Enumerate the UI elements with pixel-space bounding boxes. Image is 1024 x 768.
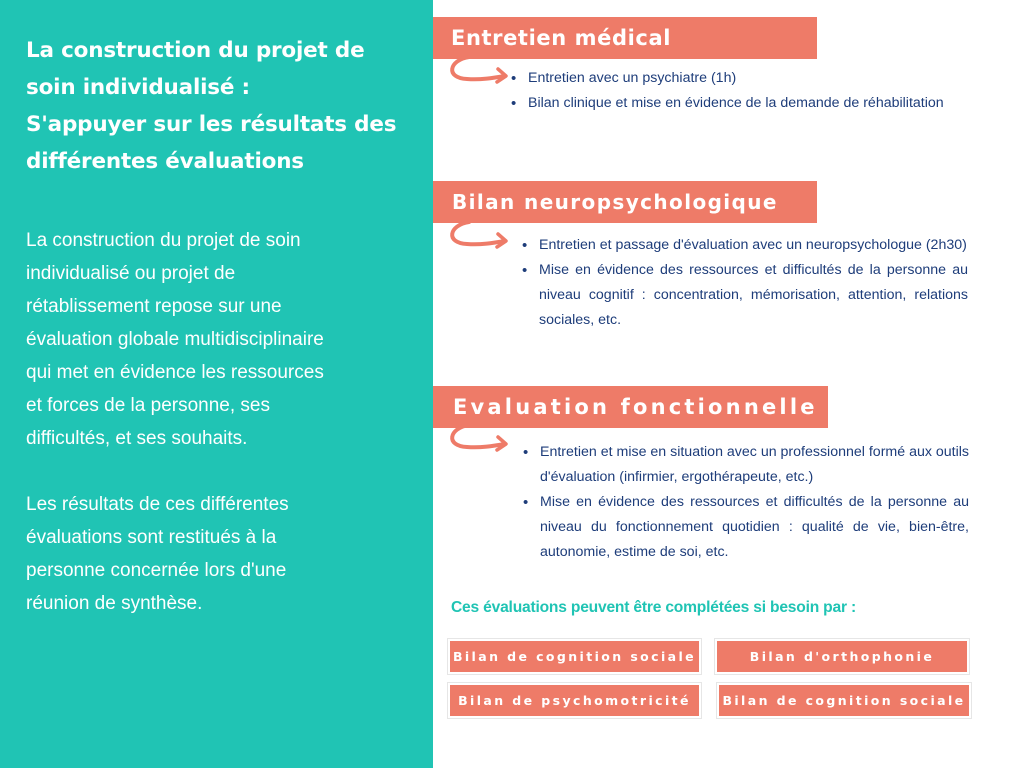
paragraph-line: évaluations sont restitués à la: [26, 527, 277, 548]
page-title: [26, 32, 426, 180]
paragraph-line: rétablissement repose sur une: [26, 296, 282, 317]
paragraph-line: réunion de synthèse.: [26, 593, 203, 614]
title-line: La construction du projet de: [26, 38, 365, 63]
list-item: • Mise en évidence des ressources et difficultés de la personne au niveau du fonctionnement quotidien : qualité de vie, bien-être, autonomie, estime de soi, etc.: [522, 490, 969, 565]
bullet-list-entretien-medical: [510, 66, 986, 116]
list-item: • Entretien et passage d'évaluation avec un neuropsychologue (2h30): [521, 233, 968, 258]
tag-bilan-cognition-sociale: Bilan de cognition sociale: [450, 641, 699, 672]
paragraph-line: La construction du projet de soin: [26, 230, 301, 251]
list-item: • Mise en évidence des ressources et difficultés de la personne au niveau cognitif : concentration, mémorisation, attention, relations sociales, etc.: [521, 258, 968, 333]
intro-paragraph: [26, 224, 386, 455]
paragraph-line: Les résultats de ces différentes: [26, 494, 289, 515]
title-line: S'appuyer sur les résultats des: [26, 112, 397, 137]
section-header-evaluation-fonctionnelle: Evaluation fonctionnelle: [433, 386, 828, 428]
paragraph-line: qui met en évidence les ressources: [26, 362, 324, 383]
synthesis-paragraph: [26, 488, 386, 620]
title-line: différentes évaluations: [26, 149, 304, 174]
bullet-list-evaluation-fonctionnelle: [522, 440, 969, 565]
section-header-bilan-neuropsychologique: Bilan neuropsychologique: [433, 181, 817, 223]
curved-arrow-icon: [447, 420, 511, 454]
curved-arrow-icon: [447, 217, 511, 251]
paragraph-line: et forces de la personne, ses: [26, 395, 270, 416]
list-item: • Entretien et mise en situation avec un professionnel formé aux outils d'évaluation (infirmier, ergothérapeute, etc.): [522, 440, 969, 490]
tag-bilan-orthophonie: Bilan d'orthophonie: [717, 641, 967, 672]
bullet-list-bilan-neuropsychologique: [521, 233, 968, 333]
complement-heading: Ces évaluations peuvent être complétées si besoin par :: [451, 599, 856, 616]
tag-bilan-cognition-sociale-2: Bilan de cognition sociale: [719, 685, 969, 716]
paragraph-line: difficultés, et ses souhaits.: [26, 428, 248, 449]
tag-bilan-psychomotricite: Bilan de psychomotricité: [450, 685, 699, 716]
title-line: soin individualisé :: [26, 75, 250, 100]
paragraph-line: personne concernée lors d'une: [26, 560, 287, 581]
list-item: • Bilan clinique et mise en évidence de la demande de réhabilitation: [510, 91, 986, 116]
paragraph-line: évaluation globale multidisciplinaire: [26, 329, 324, 350]
list-item: • Entretien avec un psychiatre (1h): [510, 66, 986, 91]
paragraph-line: individualisé ou projet de: [26, 263, 236, 284]
curved-arrow-icon: [447, 52, 511, 86]
section-header-entretien-medical: Entretien médical: [433, 17, 817, 59]
